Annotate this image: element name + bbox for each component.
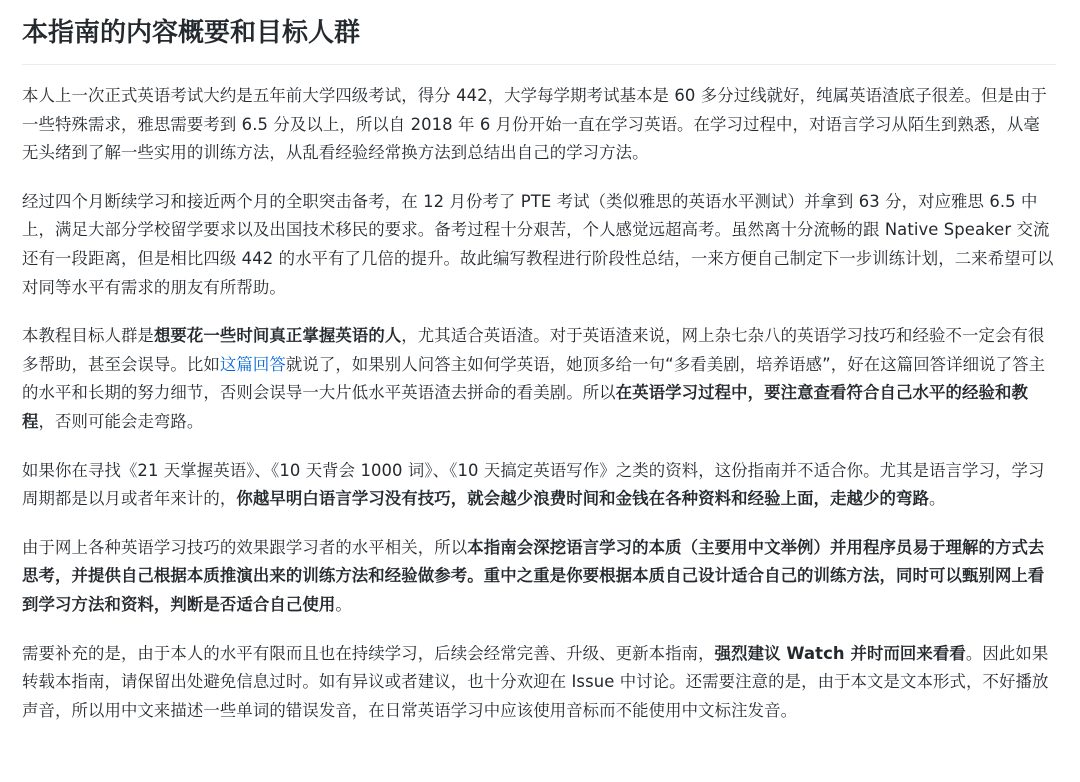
text-run: 就说了，如果别人问答主如何学英语，她顶多给一句“多看美剧，培养语感”，好在这篇回答详细说了答主的水平和长期的努力细节，否则会误导一大片低水平英语渣去拼命的看美剧。所以	[22, 354, 1046, 403]
text-run: 由于网上各种英语学习技巧的效果跟学习者的水平相关，所以	[22, 537, 468, 557]
paragraph-notes	[22, 640, 1056, 726]
bold-text: 想要花一些时间真正掌握英语的人	[153, 326, 402, 346]
paragraph-background: 本人上一次正式英语考试大约是五年前大学四级考试，得分 442，大学每学期考试基本是 60 多分过线就好，纯属英语渣底子很差。但是由于一些特殊需求，雅思需要考到 6.5 分及以上，所以自 2018 年 6 月份开始一直在学习英语。在学习过程中，对语言学习从陌生到熟悉，从毫无头绪到了解一些实用的训练方法，从乱看经验经常换方法到总结出自己的学习方法。	[22, 86, 1048, 163]
text-run: 。	[929, 489, 946, 509]
paragraph-target-audience	[22, 322, 1056, 436]
bold-text: 在英语学习过程中，要注意查看符合自己水平的经验和教程	[22, 383, 1028, 431]
text-run: 。	[335, 594, 352, 614]
text-run: ，否则可能会走弯路。	[38, 411, 204, 431]
paragraph-not-suitable	[22, 457, 1056, 514]
paragraph-exam-result: 经过四个月断续学习和接近两个月的全职突击备考，在 12 月份考了 PTE 考试（类似雅思的英语水平测试）并拿到 63 分，对应雅思 6.5 中上，满足大部分学校留学要求以及出国技术移民的要求。备考过程十分艰苦，个人感觉远超高考。虽然离十分流畅的跟 Native Speaker 交流还有一段距离，但是相比四级 442 的水平有了几倍的提升。故此编写教程进行阶段性总结，一来方便自己制定下一步训练计划，二来希望可以对同等水平有需求的朋友有所帮助。	[22, 191, 1054, 297]
bold-text: 强烈建议 Watch 并时而回来看看	[714, 643, 966, 663]
section-heading: 本指南的内容概要和目标人群	[22, 14, 1056, 65]
text-run: ，尤其适合英语渣。对于英语渣来说，网上杂七杂八的英语学习技巧和经验不一定会有很多帮助，甚至会误导。比如	[22, 326, 1045, 374]
bold-text: 你越早明白语言学习没有技巧，就会越少浪费时间和金钱在各种资料和经验上面，走越少的弯路	[236, 489, 929, 509]
paragraph-approach	[22, 534, 1056, 620]
text-run: 本教程目标人群是	[22, 326, 154, 346]
text-run: 需要补充的是，由于本人的水平有限而且也在持续学习，后续会经常完善、升级、更新本指南，	[22, 643, 715, 663]
text-run: 如果你在寻找《21 天掌握英语》、《10 天背会 1000 词》、《10 天搞定英语写作》之类的资料，这份指南并不适合你。尤其是语言学习，学习周期都是以月或者年来计的，	[22, 460, 1045, 509]
bold-text: 本指南会深挖语言学习的本质（主要用中文举例）并用程序员易于理解的方式去思考，并提供自己根据本质推演出来的训练方法和经验做参考。重中之重是你要根据本质自己设计适合自己的训练方法，同时可以甄别网上看到学习方法和资料，判断是否适合自己使用	[22, 537, 1045, 614]
text-run: 。因此如果转载本指南，请保留出处避免信息过时。如有异议或者建议，也十分欢迎在 Issue 中讨论。还需要注意的是，由于本文是文本形式，不好播放声音，所以用中文来描述一些单词的错误发音，在日常英语学习中应该使用音标而不能使用中文标注发音。	[22, 643, 1049, 720]
answer-link[interactable]: 这篇回答	[219, 354, 286, 374]
